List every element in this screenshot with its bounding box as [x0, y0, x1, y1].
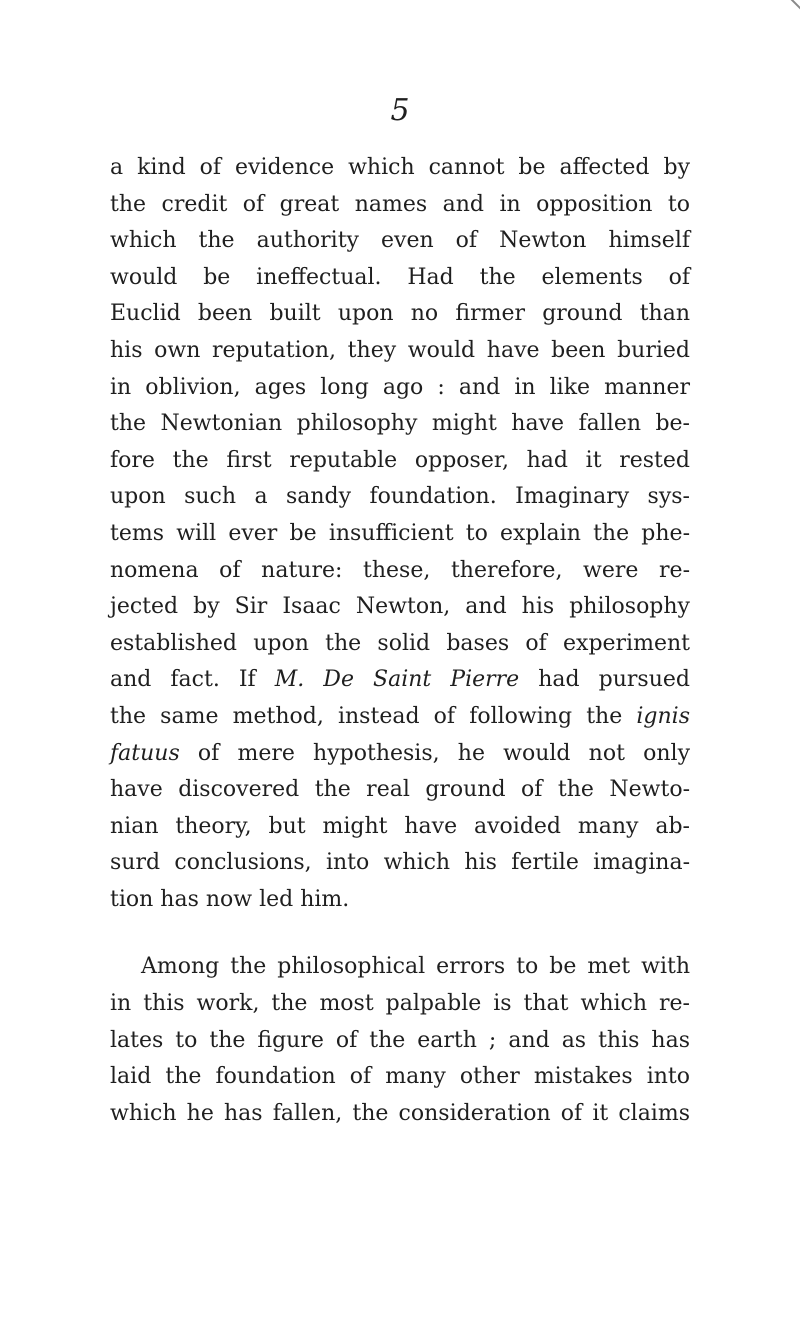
- italic-text-run: M. De Saint Pierre: [274, 667, 520, 693]
- paragraph-2: [110, 949, 690, 1132]
- paragraph-gap: [110, 918, 690, 949]
- text-line: in oblivion, ages long ago : and in like manner: [110, 374, 690, 400]
- text-line: surd conclusions, into which his fertile imagina-: [110, 850, 690, 876]
- italic-text-run: fatuus: [110, 740, 180, 766]
- text-line: which the authority even of Newton himself: [110, 228, 690, 254]
- text-line: tems will ever be insufficient to explain the phe-: [110, 520, 690, 546]
- text-line: fore the first reputable opposer, had it rested: [110, 447, 690, 473]
- text-run: and fact. If: [110, 667, 275, 693]
- text-line: laid the foundation of many other mistakes into: [110, 1064, 690, 1090]
- text-line-with-italic: [110, 699, 690, 736]
- text-line: the Newtonian philosophy might have fallen be-: [110, 411, 690, 437]
- text-line: have discovered the real ground of the Newto-: [110, 777, 690, 803]
- text-line: tion has now led him.: [110, 886, 350, 912]
- text-line: which he has fallen, the consideration of it claims: [110, 1100, 690, 1126]
- text-line: upon such a sandy foundation. Imaginary sys-: [110, 484, 690, 510]
- text-line: Among the philosophical errors to be met with: [141, 954, 690, 980]
- text-run: the same method, instead of following the: [110, 703, 637, 729]
- text-line-with-italic: [110, 736, 690, 773]
- text-run: of mere hypothesis, he would not only: [179, 740, 690, 766]
- text-line: his own reputation, they would have been buried: [110, 337, 690, 363]
- paragraph-1: [110, 150, 690, 918]
- text-line: would be ineffectual. Had the elements of: [110, 264, 690, 290]
- text-line: nian theory, but might have avoided many ab-: [110, 813, 690, 839]
- page-number: 5: [390, 93, 410, 128]
- text-line: nomena of nature: these, therefore, were re-: [110, 557, 690, 583]
- text-line: the credit of great names and in opposition to: [110, 191, 690, 217]
- body-text: [110, 150, 690, 1132]
- text-line: lates to the figure of the earth ; and as this has: [110, 1027, 690, 1053]
- text-run: had pursued: [519, 667, 690, 693]
- text-line-with-italic: [110, 662, 690, 699]
- italic-text-run: ignis: [636, 703, 690, 729]
- text-line: Euclid been built upon no firmer ground than: [110, 301, 690, 327]
- text-line: a kind of evidence which cannot be affected by: [110, 155, 690, 180]
- text-line: jected by Sir Isaac Newton, and his philosophy: [110, 594, 690, 620]
- page-corner-mark: [760, 0, 800, 60]
- text-line: established upon the solid bases of experiment: [110, 630, 690, 656]
- text-line: in this work, the most palpable is that which re-: [110, 991, 690, 1017]
